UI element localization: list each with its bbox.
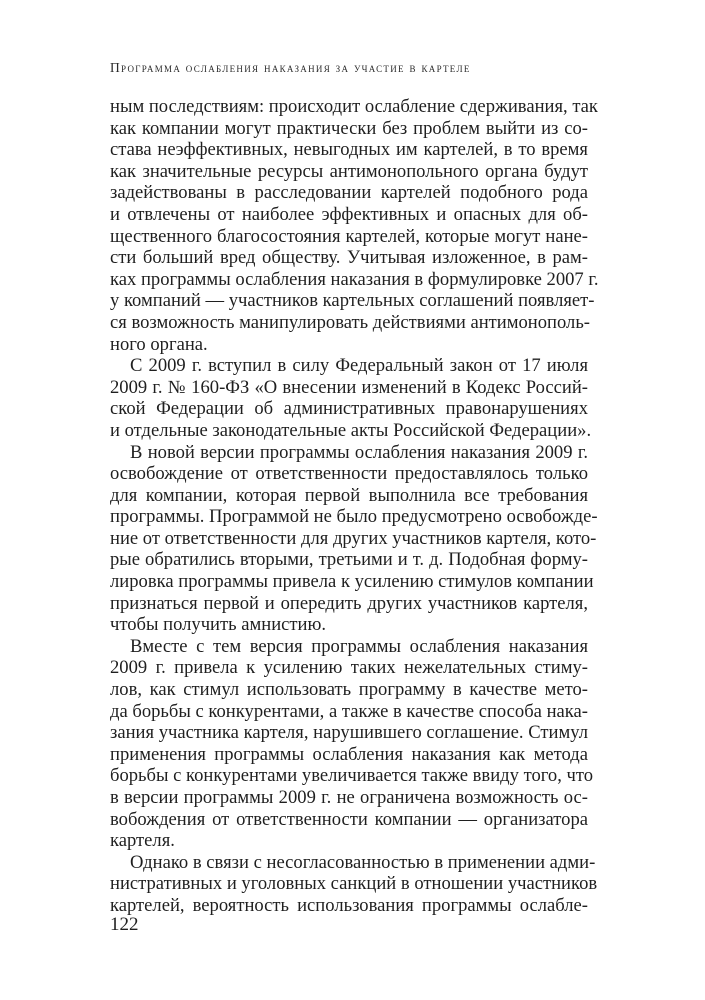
- text-line: 2009 г. № 160-ФЗ «О внесении изменений в Кодекс Россий-: [110, 376, 588, 398]
- text-line: в версии программы 2009 г. не ограничена возможность ос-: [110, 787, 588, 808]
- paragraph: [110, 635, 594, 852]
- text-line: освобождение от ответственности предоставлялось только: [110, 463, 588, 485]
- running-header: Программа ослабления наказания за участие в картеле: [110, 60, 471, 75]
- text-line: картеля.: [110, 830, 175, 852]
- paragraph: [110, 441, 598, 636]
- text-line: Вместе с тем версия программы ослабления наказания: [130, 635, 588, 657]
- text-line: нистративных и уголовных санкций в отношении участников: [110, 873, 598, 895]
- text-line: ние от ответственности для других участников картеля, кото-: [110, 527, 597, 549]
- text-line: ным последствиям: происходит ослабление сдерживания, так: [110, 96, 598, 117]
- text-line: да борьбы с конкурентами, а также в качестве способа нака-: [110, 700, 588, 722]
- text-line: и отдельные законодательные акты Российской Федерации».: [110, 419, 592, 441]
- paragraph: [110, 96, 599, 355]
- text-line: ся возможность манипулировать действиями антимонополь-: [110, 311, 590, 333]
- page-number: 122: [110, 914, 139, 935]
- paragraph: [110, 355, 592, 441]
- text-line: и отвлечены от наиболее эффективных и опасных для об-: [110, 203, 588, 225]
- text-line: как компании могут практически без проблем выйти из со-: [110, 117, 588, 139]
- text-line: признаться первой и опередить других участников картеля,: [110, 592, 588, 614]
- text-line: ской Федерации об административных правонарушениях: [110, 398, 588, 420]
- text-line: щественного благосостояния картелей, которые могут нане-: [110, 225, 588, 247]
- text-line: вобождения от ответственности компании — организатора: [110, 808, 588, 830]
- text-line: задействованы в расследовании картелей подобного рода: [110, 182, 588, 204]
- text-line: лов, как стимул использовать программу в качестве мето-: [110, 679, 588, 701]
- text-line: рые обратились вторыми, третьими и т. д. Подобная форму-: [110, 549, 588, 571]
- text-line: борьбы с конкурентами увеличивается также ввиду того, что: [110, 765, 594, 787]
- text-line: чтобы получить амнистию.: [110, 614, 327, 636]
- text-line: ного органа.: [110, 333, 208, 355]
- text-line: ках программы ослабления наказания в формулировке 2007 г.: [110, 268, 599, 290]
- text-line: 2009 г. привела к усилению таких нежелательных стиму-: [110, 657, 588, 679]
- text-line: лировка программы привела к усилению стимулов компании: [110, 571, 594, 593]
- text-line: у компаний — участников картельных соглашений появляет-: [110, 290, 595, 312]
- text-line: В новой версии программы ослабления наказания 2009 г.: [130, 441, 588, 463]
- text-line: применения программы ослабления наказания как метода: [110, 743, 588, 765]
- text-line: для компании, которая первой выполнила все требования: [110, 484, 588, 506]
- text-line: программы. Программой не было предусмотрено освобожде-: [110, 506, 598, 528]
- text-line: зания участника картеля, нарушившего соглашение. Стимул: [110, 722, 588, 744]
- text-line: С 2009 г. вступил в силу Федеральный закон от 17 июля: [130, 355, 588, 377]
- text-line: как значительные ресурсы антимонопольного органа будут: [110, 160, 588, 182]
- paragraph: [110, 851, 598, 917]
- text-line: сти больший вред обществу. Учитывая изложенное, в рам-: [110, 247, 588, 269]
- text-line: става неэффективных, невыгодных им картелей, в то время: [110, 139, 588, 161]
- text-line: Однако в связи с несогласованностью в применении адми-: [130, 851, 596, 873]
- text-line: картелей, вероятность использования программы ослабле-: [110, 894, 588, 916]
- page-body: [110, 96, 599, 917]
